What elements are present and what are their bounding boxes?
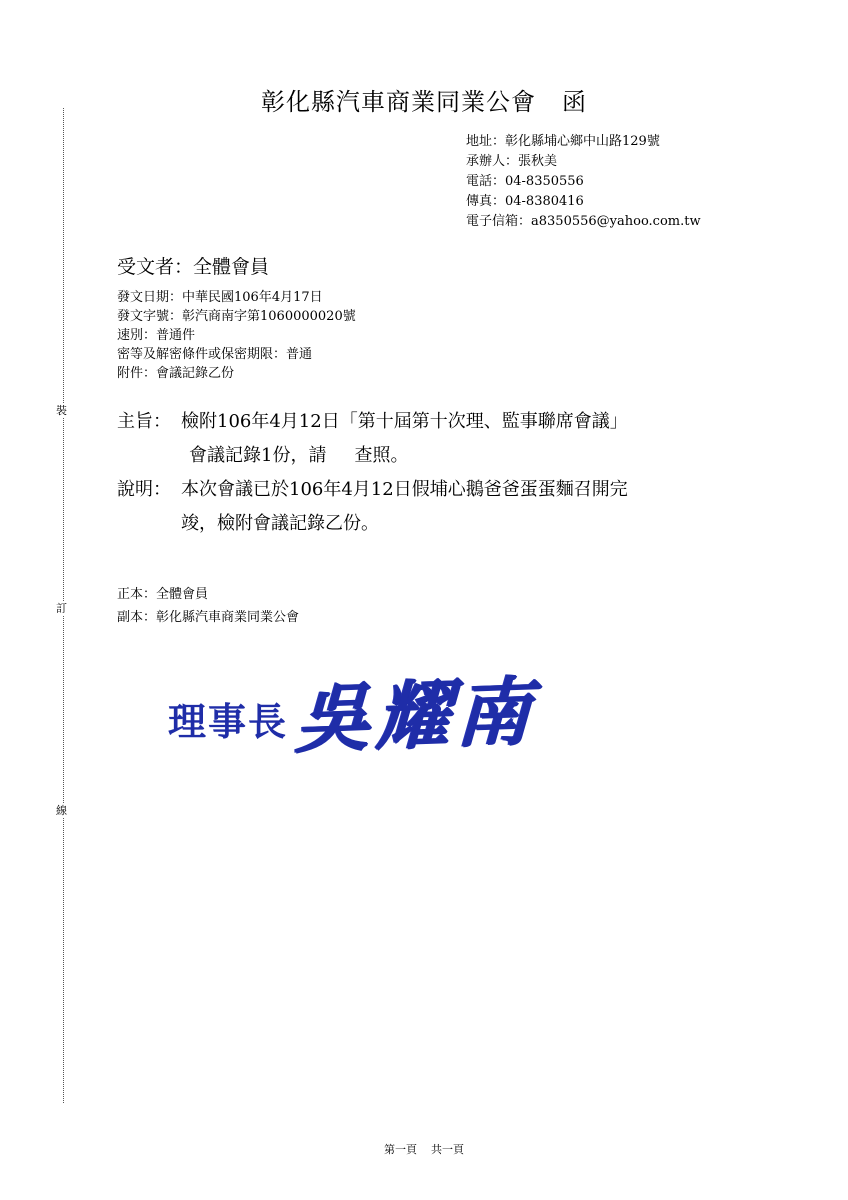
contact-address: 地址：彰化縣埔心鄉中山路129號 [466, 134, 660, 149]
subject-line-2b: 查照。 [354, 445, 409, 466]
binding-mark-ding: 訂 [56, 602, 67, 615]
attachment: 附件：會議記錄乙份 [117, 366, 235, 381]
chairman-signature-stamp [168, 660, 538, 764]
copy-recipients: 副本：彰化縣汽車商業同業公會 [117, 610, 300, 625]
subject-line-1: 檢附106年4月12日「第十屆第十次理、監事聯席會議」 [181, 411, 628, 432]
contact-fax: 傳真：04-8380416 [466, 194, 584, 209]
classification: 密等及解密條件或保密期限：普通 [117, 347, 313, 362]
subject-line-2 [117, 439, 628, 473]
explanation-paragraph [117, 473, 628, 541]
explanation-line-2: 竣，檢附會議記錄乙份。 [181, 513, 379, 534]
page-current: 第一頁 [384, 1143, 417, 1156]
signature-title: 理事長 [168, 699, 289, 744]
document-type: 函 [562, 88, 587, 116]
signature-name: 吳耀南 [294, 668, 538, 764]
subject-paragraph [117, 405, 628, 473]
distribution-block [117, 583, 299, 629]
document-number: 發文字號：彰汽商南字第1060000020號 [117, 309, 356, 324]
organization-name: 彰化縣汽車商業同業公會 [261, 88, 536, 116]
binding-mark-zhuang: 裝 [56, 404, 67, 417]
contact-email: 電子信箱：a8350556@yahoo.com.tw [466, 214, 701, 229]
binding-mark-xian: 線 [56, 804, 67, 817]
explanation-label: 說明： [117, 479, 171, 500]
page-number [0, 1141, 848, 1157]
contact-phone: 電話：04-8350556 [466, 174, 584, 189]
subject-line-2a: 會議記錄1份，請 [189, 445, 327, 466]
subject-label: 主旨： [117, 411, 171, 432]
issue-date: 發文日期：中華民國106年4月17日 [117, 290, 323, 305]
document-meta [117, 288, 356, 383]
original-recipients: 正本：全體會員 [117, 587, 209, 602]
contact-block [466, 132, 701, 232]
contact-handler: 承辦人：張秋美 [466, 154, 558, 169]
document-title [0, 82, 848, 117]
delivery-speed: 速別：普通件 [117, 328, 196, 343]
explanation-line-1: 本次會議已於106年4月12日假埔心鵝爸爸蛋蛋麵召開完 [181, 479, 628, 500]
page-total: 共一頁 [431, 1143, 464, 1156]
recipient: 受文者：全體會員 [117, 256, 270, 278]
